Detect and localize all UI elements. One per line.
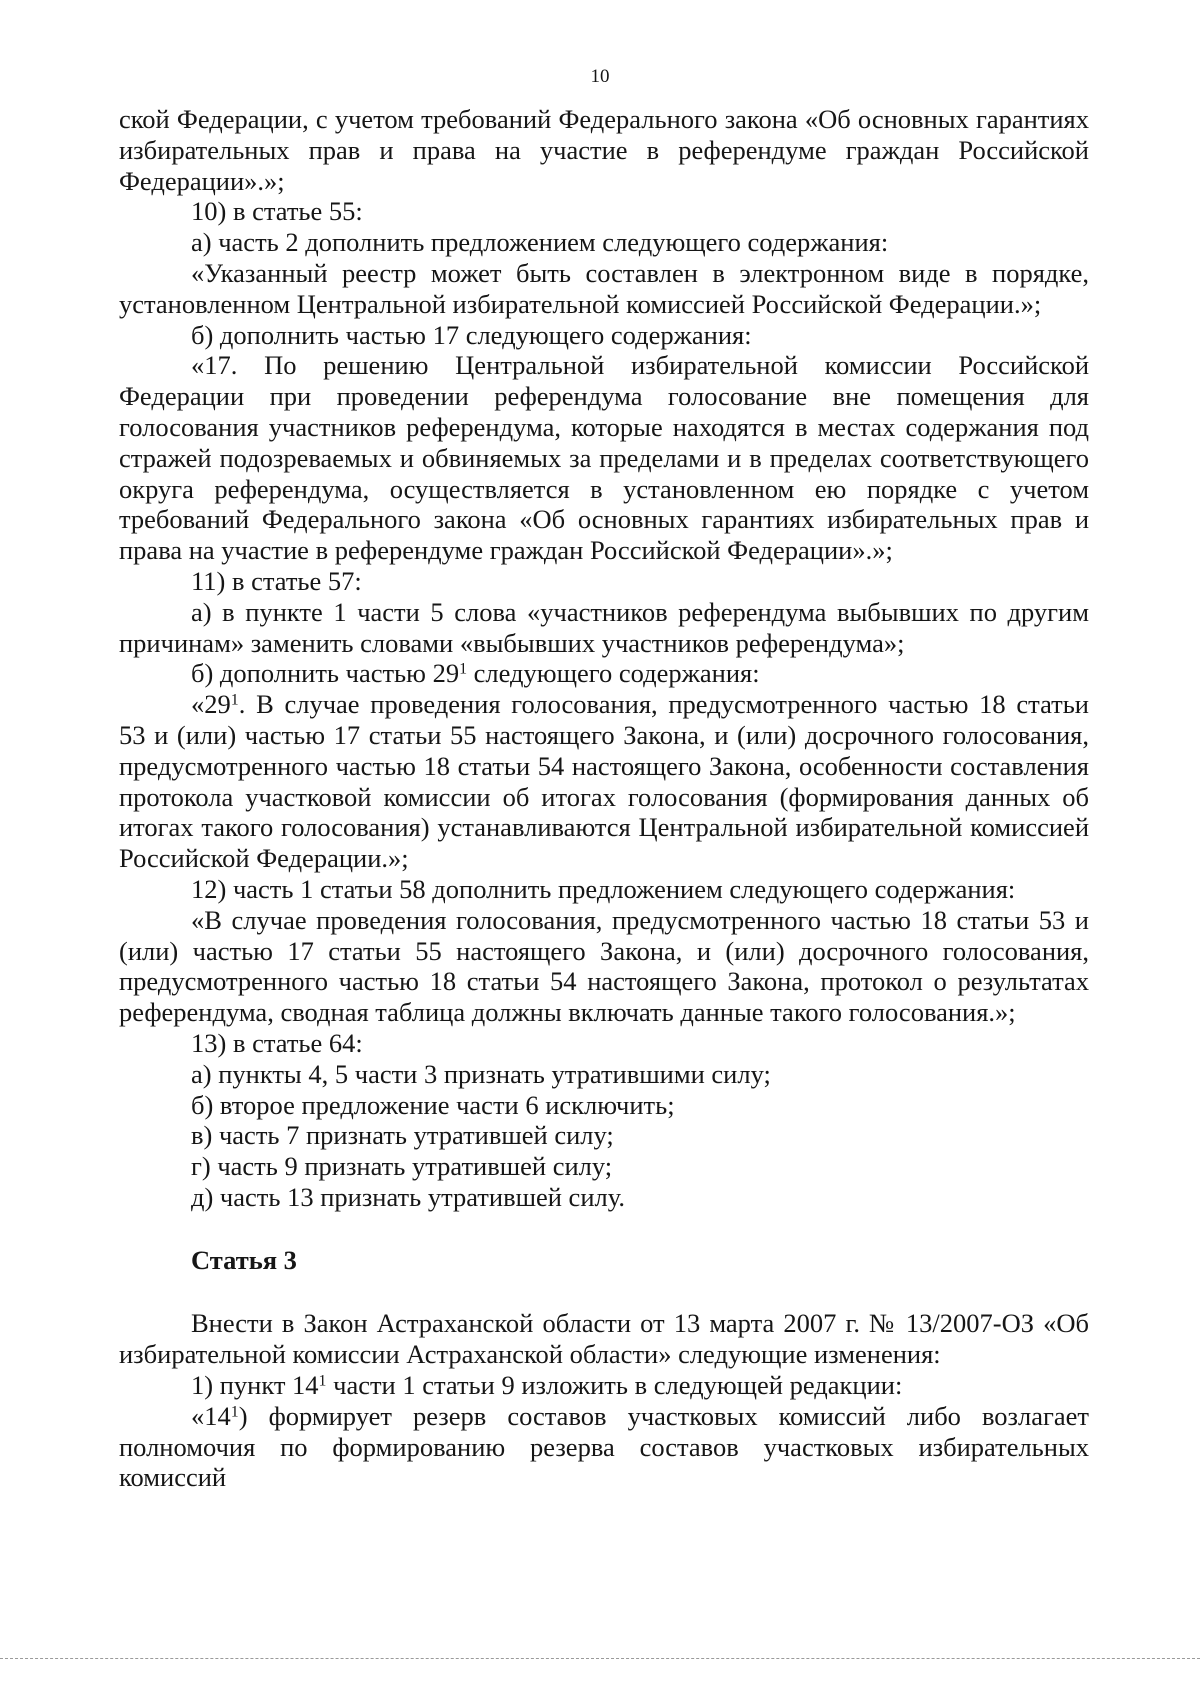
paragraph (119, 1028, 1089, 1059)
paragraph-text: «14 (191, 1400, 231, 1431)
paragraph (119, 1401, 1089, 1493)
paragraph-text: «17. По решению Центральной избирательной комиссии Российской Федерации при проведении референдума голосование вне помещения для голосования участников референдума, которые находятся в местах содержания под стражей подозреваемых и обвиняемых за пределами и в пределах соответствующего округа референдума, осуществляется в установленном ею порядке с учетом требований Федерального закона «Об основных гарантиях избирательных прав и права на участие в референдуме граждан Российской Федерации».»; (119, 350, 1089, 566)
paragraph (119, 1120, 1089, 1151)
paragraph-text: 10) в статье 55: (191, 196, 363, 227)
paragraph-text: «В случае проведения голосования, предусмотренного частью 18 статьи 53 и (или) частью 17 статьи 55 настоящего Закона, и (или) досрочного голосования, предусмотренного частью 18 статьи 54 настоящего Закона, протокол о результатах референдума, сводная таблица должны включать данные такого голосования.»; (119, 904, 1089, 1028)
paragraph-text-continued: . В случае проведения голосования, предусмотренного частью 18 статьи 53 и (или) частью 17 статьи 55 настоящего Закона, и (или) досрочного голосования, предусмотренного частью 18 статьи 54 настоящего Закона, особенности составления протокола участковой комиссии об итогах голосования (формирования данных об итогах такого голосования) устанавливаются Центральной избирательной комиссией Российской Федерации.»; (119, 689, 1089, 874)
paragraph-text-continued: части 1 статьи 9 изложить в следующей редакции: (326, 1370, 903, 1401)
paragraph (119, 689, 1089, 874)
paragraph (119, 1182, 1089, 1213)
superscript-index: 1 (230, 691, 239, 709)
paragraph (119, 350, 1089, 566)
amendments-article-2 (119, 104, 1089, 1213)
paragraph (119, 196, 1089, 227)
paragraph-text: 13) в статье 64: (191, 1027, 363, 1058)
paragraph-text: 1) пункт 14 (191, 1370, 319, 1401)
paragraph (119, 227, 1089, 258)
superscript-index: 1 (230, 1403, 239, 1421)
paragraph-text-continued: следующего содержания: (467, 658, 760, 689)
paragraph-text: 11) в статье 57: (191, 565, 362, 596)
paragraph-text: «Указанный реестр может быть составлен в электронном виде в порядке, установленном Центральной избирательной комиссией Российской Федерации.»; (119, 257, 1089, 319)
paragraph (119, 1090, 1089, 1121)
superscript-index: 1 (318, 1372, 327, 1390)
paragraph (119, 658, 1089, 689)
paragraph-text: б) дополнить частью 17 следующего содержания: (191, 319, 752, 350)
page-number: 10 (590, 66, 610, 87)
paragraph (119, 597, 1089, 659)
paragraph (119, 1059, 1089, 1090)
paragraph-text: в) часть 7 признать утратившей силу; (191, 1120, 614, 1151)
superscript-index: 1 (459, 660, 468, 678)
paragraph (119, 104, 1089, 196)
paragraph (119, 1151, 1089, 1182)
paragraph (119, 258, 1089, 320)
paragraph-text: ской Федерации, с учетом требований Федерального закона «Об основных гарантиях избирательных прав и права на участие в референдуме граждан Российской Федерации».»; (119, 104, 1089, 196)
paragraph-text: д) часть 13 признать утратившей силу. (191, 1181, 625, 1212)
paragraph-text: 12) часть 1 статьи 58 дополнить предложением следующего содержания: (191, 873, 1016, 904)
paragraph (119, 874, 1089, 905)
paragraph-text: а) пункты 4, 5 части 3 признать утратившими силу; (191, 1058, 771, 1089)
article-title: Статья 3 (191, 1244, 297, 1275)
paragraph (119, 905, 1089, 1028)
paragraph-text: г) часть 9 признать утратившей силу; (191, 1151, 613, 1182)
paragraph (119, 566, 1089, 597)
page-bottom-rule (0, 1658, 1200, 1659)
paragraph (119, 1370, 1089, 1401)
document-body (119, 104, 1089, 1493)
paragraph-text: б) дополнить частью 29 (191, 658, 460, 689)
paragraph-text-continued: ) формирует резерв составов участковых комиссий либо возлагает полномочия по формированию резерва составов участковых избирательных комиссий (119, 1400, 1089, 1493)
paragraph (119, 1308, 1089, 1370)
paragraph-text: а) в пункте 1 части 5 слова «участников референдума выбывших по другим причинам» заменить словами «выбывших участников референдума»; (119, 596, 1089, 658)
paragraph-text: Внести в Закон Астраханской области от 13 марта 2007 г. № 13/2007-ОЗ «Об избирательной комиссии Астраханской области» следующие изменения: (119, 1308, 1089, 1370)
paragraph-text: б) второе предложение части 6 исключить; (191, 1089, 675, 1120)
paragraph (119, 320, 1089, 351)
paragraph-text: «29 (191, 689, 231, 720)
paragraph-text: а) часть 2 дополнить предложением следующего содержания: (191, 227, 889, 258)
amendments-article-3 (119, 1308, 1089, 1493)
